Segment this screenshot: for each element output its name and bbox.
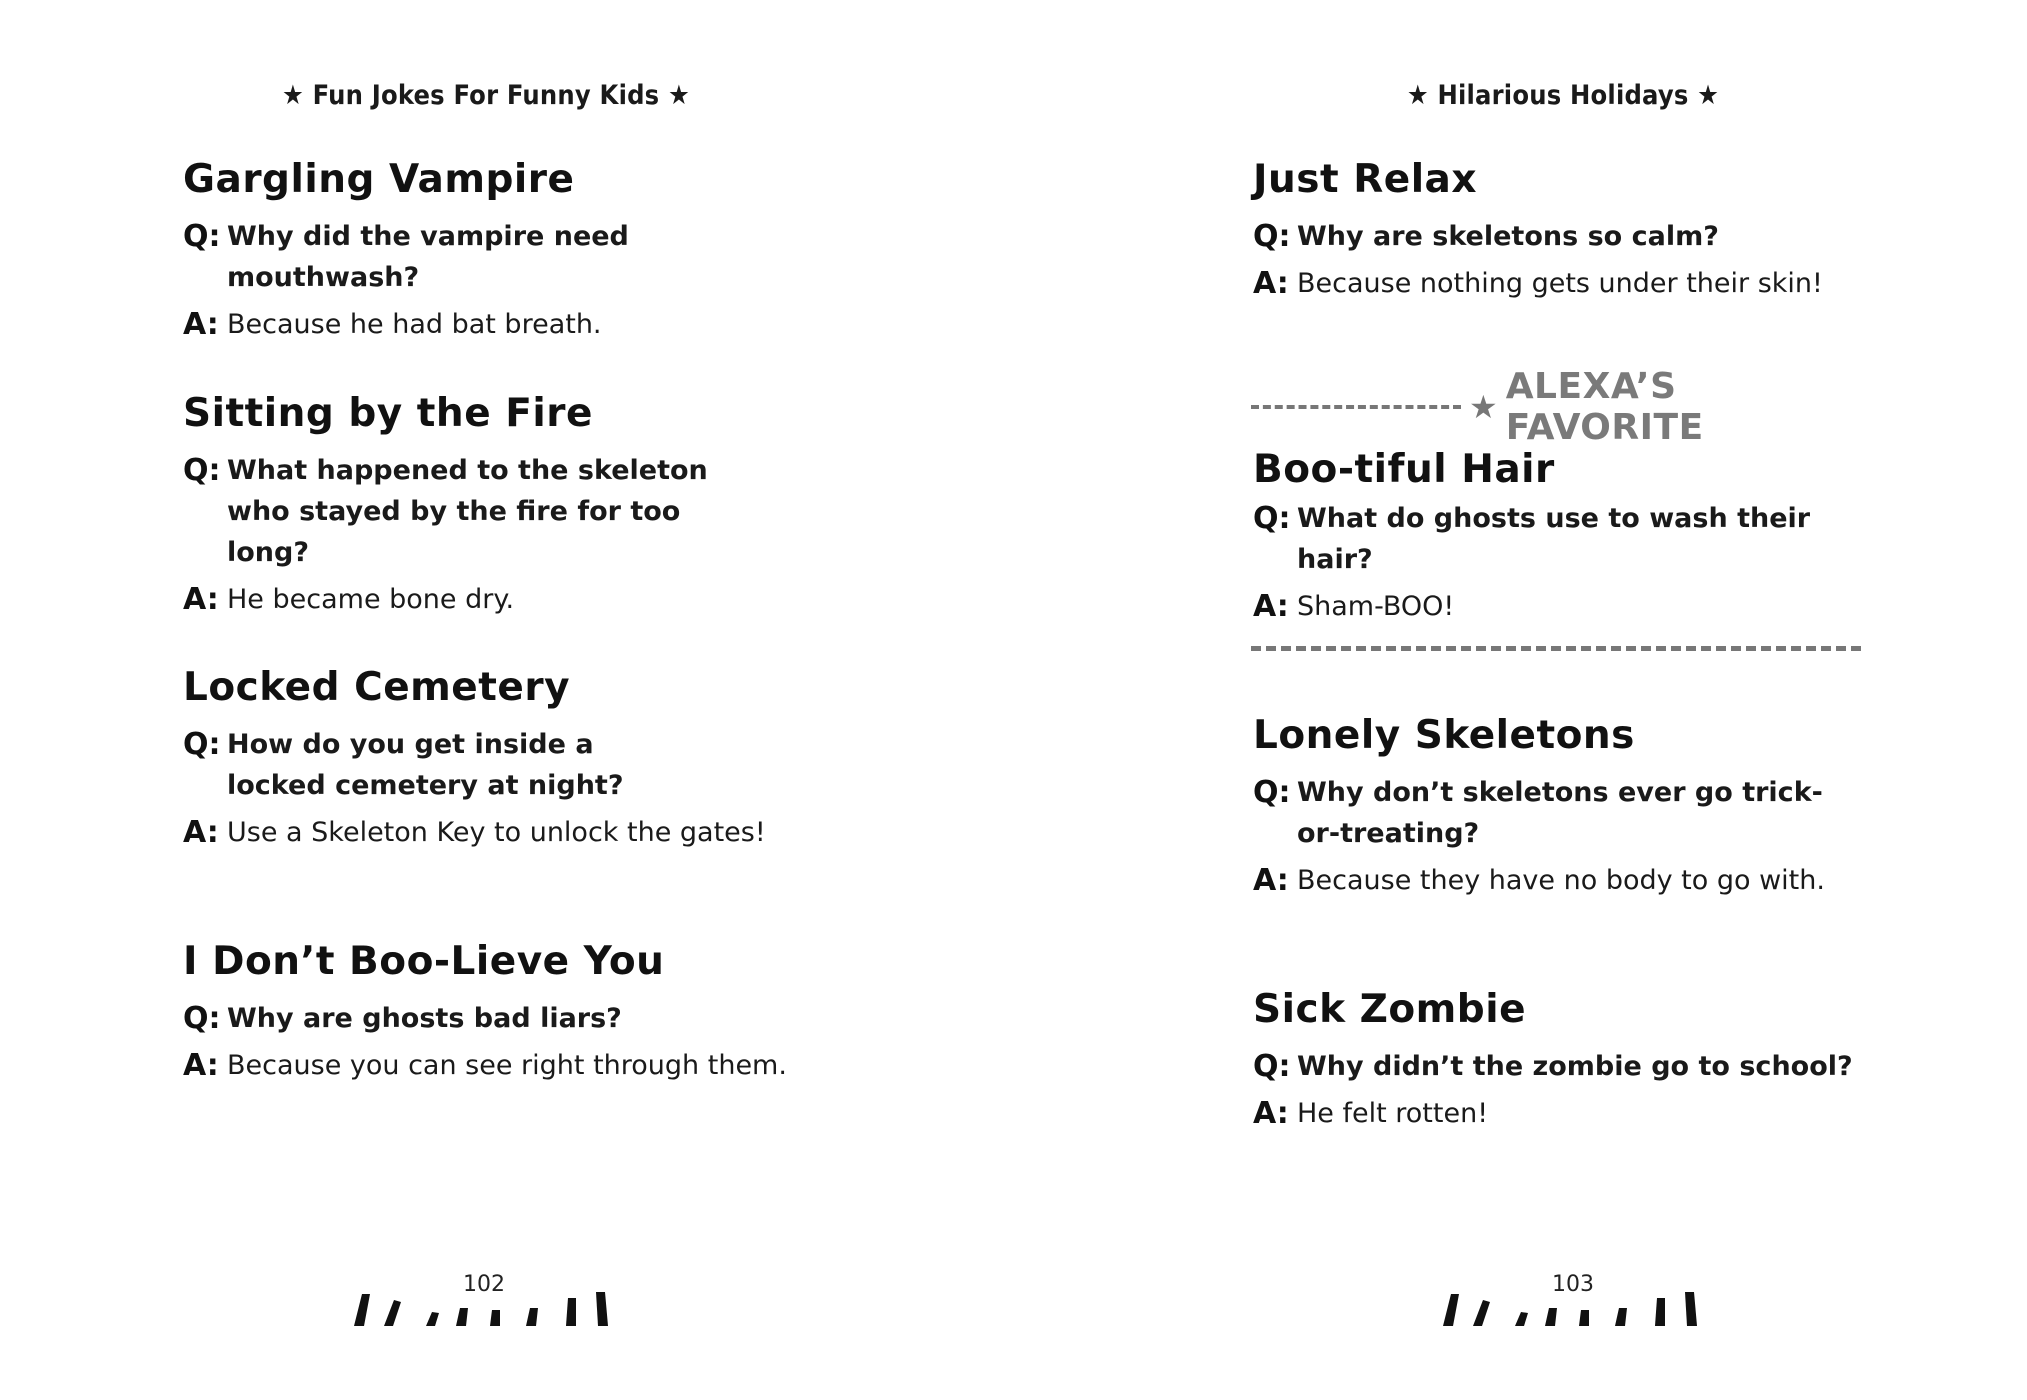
running-head: ★ Hilarious Holidays ★ <box>1406 80 1720 111</box>
joke-title: Just Relax <box>1253 157 1478 202</box>
a-label: A: <box>183 307 219 342</box>
joke-boo-lieve-you <box>183 938 883 1086</box>
q-label: Q: <box>1253 501 1291 536</box>
answer-text: Because nothing gets under their skin! <box>1297 268 1823 299</box>
q-label: Q: <box>1253 219 1291 254</box>
running-head: ★ Fun Jokes For Funny Kids ★ <box>282 80 690 111</box>
question-text: Why didn’t the zombie go to school? <box>1297 1051 1853 1082</box>
answer-text: Because they have no body to go with. <box>1297 865 1825 896</box>
grass-decoration-icon <box>344 1286 624 1326</box>
q-label: Q: <box>1253 1049 1291 1084</box>
a-label: A: <box>183 815 219 850</box>
question-row <box>1253 216 1953 257</box>
answer-row <box>183 579 883 620</box>
question-row <box>183 724 883 806</box>
answer-row <box>1253 263 1953 304</box>
question-text: Why are ghosts bad liars? <box>227 1003 622 1034</box>
favorite-bottom-divider <box>1251 646 1861 651</box>
answer-row <box>183 812 883 853</box>
favorite-banner <box>1251 366 1861 448</box>
q-label: Q: <box>183 727 221 762</box>
joke-title: I Don’t Boo-Lieve You <box>183 939 665 984</box>
a-label: A: <box>1253 863 1289 898</box>
answer-text: He felt rotten! <box>1297 1098 1489 1129</box>
joke-title: Locked Cemetery <box>183 665 571 710</box>
question-text: Why did the vampire need mouthwash? <box>227 221 629 293</box>
joke-gargling-vampire <box>183 156 883 345</box>
answer-row <box>1253 860 1953 901</box>
question-row <box>1253 772 1953 854</box>
answer-row <box>183 304 883 345</box>
joke-title: Lonely Skeletons <box>1253 713 1635 758</box>
joke-title: Boo-tiful Hair <box>1253 447 1555 492</box>
question-text: What happened to the skeleton who stayed by the fire for too long? <box>227 455 708 568</box>
joke-lonely-skeletons <box>1253 712 1953 901</box>
question-row <box>183 216 883 298</box>
a-label: A: <box>183 1048 219 1083</box>
page-number: 103 <box>1552 1272 1594 1297</box>
answer-text: Because you can see right through them. <box>227 1050 787 1081</box>
answer-row <box>1253 1093 1953 1134</box>
answer-text: Sham-BOO! <box>1297 591 1455 622</box>
q-label: Q: <box>1253 775 1291 810</box>
question-text: Why don’t skeletons ever go trick-or-treating? <box>1297 777 1823 849</box>
question-text: Why are skeletons so calm? <box>1297 221 1719 252</box>
question-row <box>183 450 883 573</box>
right-page <box>1013 0 2027 1400</box>
question-text: What do ghosts use to wash their hair? <box>1297 503 1811 575</box>
answer-row <box>183 1045 883 1086</box>
star-icon: ★ <box>1469 388 1498 426</box>
question-row <box>183 998 883 1039</box>
joke-just-relax <box>1253 156 1953 304</box>
q-label: Q: <box>183 453 221 488</box>
q-label: Q: <box>183 1001 221 1036</box>
a-label: A: <box>183 582 219 617</box>
answer-text: He became bone dry. <box>227 584 515 615</box>
divider <box>1251 405 1461 409</box>
a-label: A: <box>1253 1096 1289 1131</box>
a-label: A: <box>1253 589 1289 624</box>
page-number: 102 <box>463 1272 505 1297</box>
answer-text: Because he had bat breath. <box>227 309 602 340</box>
q-label: Q: <box>183 219 221 254</box>
question-row <box>1253 1046 1953 1087</box>
question-row <box>1253 498 1953 580</box>
joke-locked-cemetery <box>183 664 883 853</box>
joke-sick-zombie <box>1253 986 1953 1134</box>
joke-title: Gargling Vampire <box>183 157 575 202</box>
joke-title: Sitting by the Fire <box>183 391 593 436</box>
answer-text: Use a Skeleton Key to unlock the gates! <box>227 817 766 848</box>
joke-boo-tiful-hair <box>1253 446 1953 627</box>
left-page <box>0 0 1013 1400</box>
joke-sitting-by-the-fire <box>183 390 883 620</box>
joke-title: Sick Zombie <box>1253 987 1527 1032</box>
a-label: A: <box>1253 266 1289 301</box>
question-text: How do you get inside a locked cemetery at night? <box>227 729 624 801</box>
grass-decoration-icon <box>1433 1286 1713 1326</box>
favorite-label: ALEXA’S FAVORITE <box>1505 366 1704 448</box>
answer-row <box>1253 586 1953 627</box>
